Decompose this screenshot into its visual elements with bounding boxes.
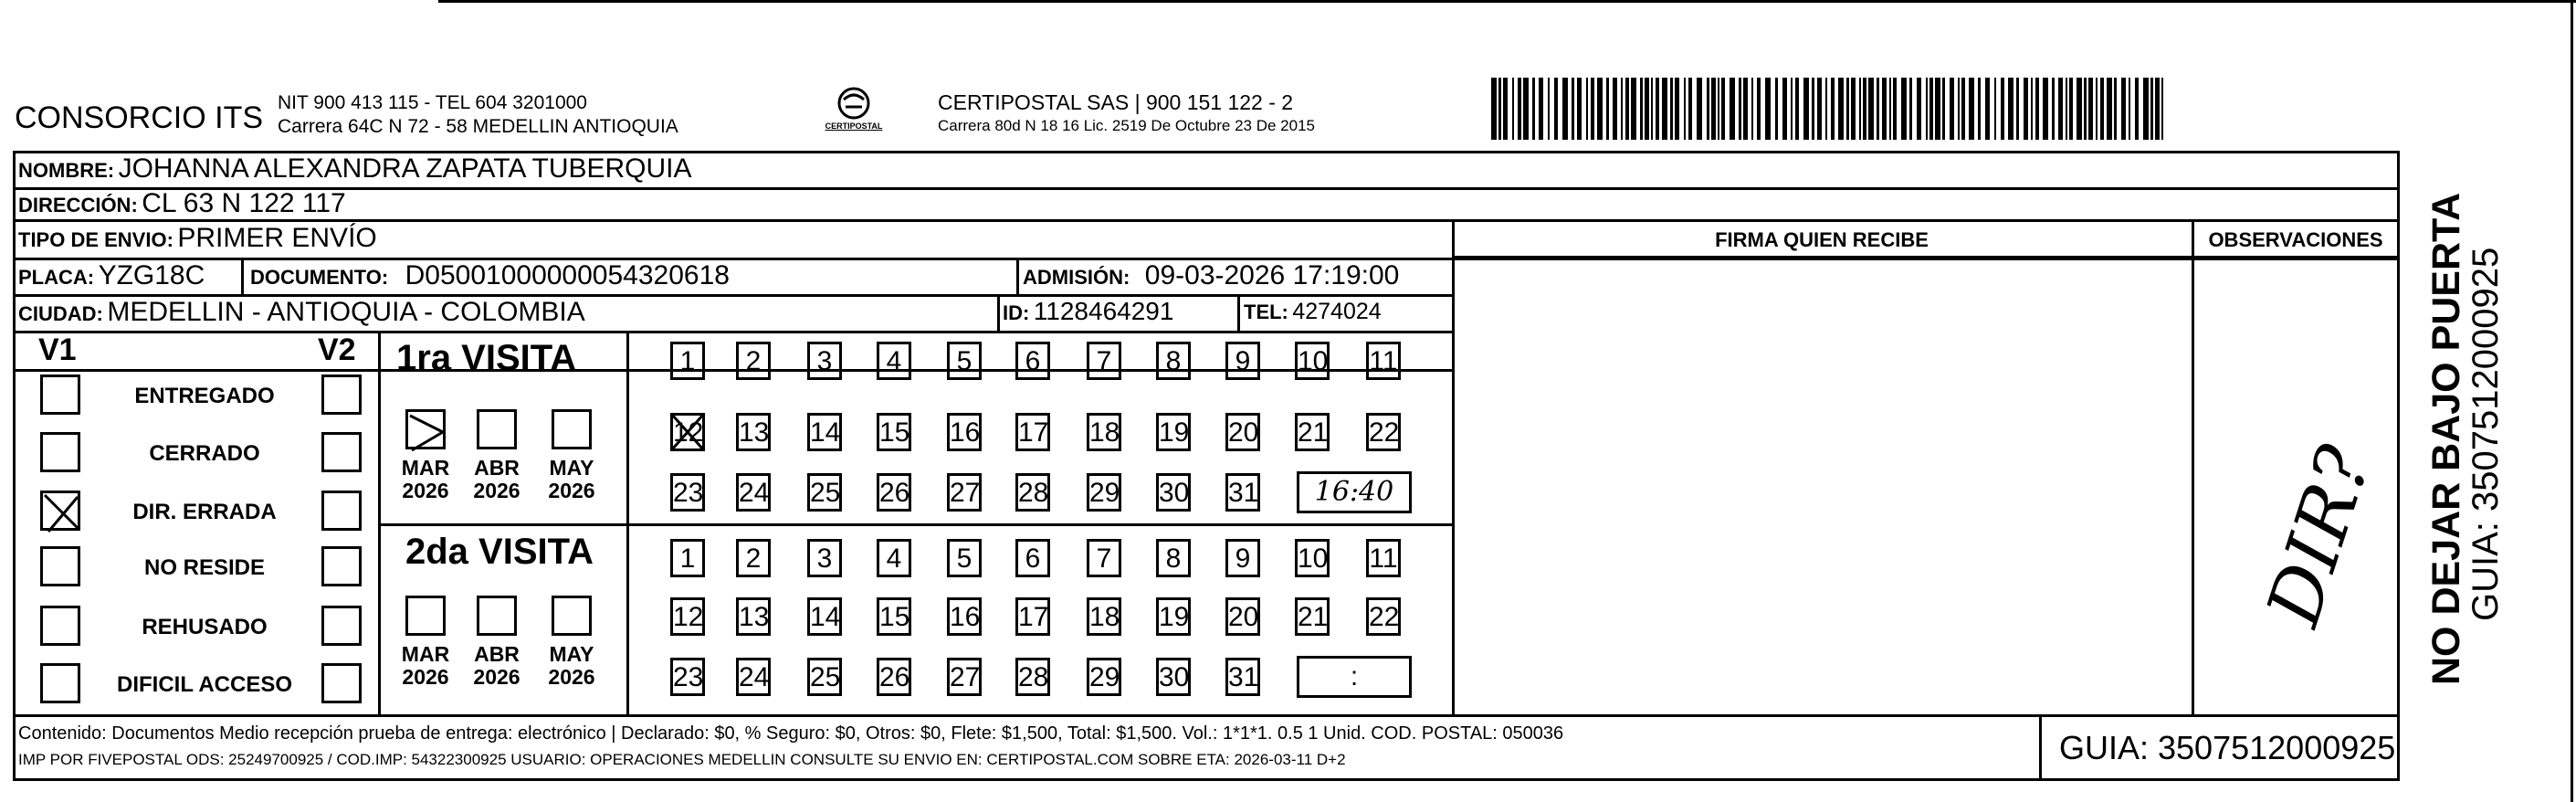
documento-field <box>250 260 730 291</box>
visit2-day-box[interactable]: 24 <box>736 658 771 696</box>
visit1-day-box[interactable]: 2 <box>736 342 771 380</box>
placa-divider <box>241 258 244 294</box>
footer-guia: GUIA: 3507512000925 <box>2059 729 2396 766</box>
visit2-month-checkbox[interactable] <box>405 596 446 636</box>
barcode-bar <box>1901 78 1907 140</box>
tipo-value: PRIMER ENVÍO <box>177 223 377 253</box>
visit2-day-box[interactable]: 28 <box>1015 658 1050 696</box>
barcode-bar <box>1961 78 1965 140</box>
tel-field <box>1244 299 1382 325</box>
barcode-bar <box>1859 78 1861 140</box>
direccion-value: CL 63 N 122 117 <box>142 188 346 218</box>
visit1-month-checkbox[interactable] <box>477 409 517 449</box>
tel-value: 4274024 <box>1292 299 1382 324</box>
visit2-day-box[interactable]: 6 <box>1015 539 1050 577</box>
tipo-row <box>18 223 377 254</box>
barcode-bar <box>2114 78 2117 140</box>
nombre-label: NOMBRE: <box>18 159 115 182</box>
visit2-day-box[interactable]: 22 <box>1366 597 1401 636</box>
visit2-day-box[interactable]: 13 <box>736 597 771 636</box>
barcode-bar <box>2035 78 2039 140</box>
visit1-day-box[interactable]: 30 <box>1156 473 1191 512</box>
barcode-bar <box>2052 78 2055 140</box>
footer-contenido: Contenido: Documentos Medio recepción prueba de entrega: electrónico | Declarado: $0, % Seguro: $0, Otros: $0, Flete: $1,500, Total: $1,500. Vol.: 1*1*1. 0.5 1 Unid. COD. POSTAL: 050036 <box>18 723 1564 744</box>
barcode-bar <box>2066 78 2067 140</box>
visit1-day-box[interactable]: 6 <box>1015 342 1050 380</box>
status-option-label: REHUSADO <box>142 615 268 639</box>
observation-handwriting: DIR? <box>2250 436 2388 636</box>
visit2-day-box[interactable]: 3 <box>807 539 842 577</box>
barcode-bar <box>1751 78 1753 140</box>
visit2-day-box[interactable]: 12 <box>670 597 705 636</box>
barcode-bar <box>2143 78 2149 140</box>
barcode-bar <box>2129 78 2130 140</box>
status-option-label: NO RESIDE <box>143 555 266 580</box>
status-option-label: DIFICIL ACCESO <box>116 672 292 697</box>
row-line-1 <box>13 187 2400 190</box>
v1-checkbox[interactable] <box>40 491 80 531</box>
status-option-label: DIR. ERRADA <box>132 500 277 524</box>
barcode-bar <box>1675 78 1679 140</box>
visit2-month-checkbox[interactable] <box>552 596 592 636</box>
barcode-bar <box>1882 78 1887 140</box>
visit1-day-box[interactable]: 12 <box>670 413 705 451</box>
tel-label: TEL: <box>1244 301 1288 323</box>
placa-label: PLACA: <box>18 266 95 289</box>
nombre-row <box>18 153 692 185</box>
company-name: CONSORCIO ITS <box>15 100 264 135</box>
visit1-month-label: ABR 2026 <box>473 456 520 502</box>
visit1-day-box[interactable]: 25 <box>807 473 842 512</box>
observaciones-header: OBSERVACIONES <box>2208 228 2383 251</box>
v2-checkbox[interactable] <box>321 491 362 531</box>
visit2-day-box[interactable]: 23 <box>670 658 705 696</box>
check-mark-icon <box>408 412 448 452</box>
placa-field <box>18 260 205 291</box>
visit2-title: 2da VISITA <box>405 532 594 572</box>
carrier-license: Carrera 80d N 18 16 Lic. 2519 De Octubre 23 De 2015 <box>938 117 1315 134</box>
visit1-day-box[interactable]: 8 <box>1156 342 1191 380</box>
visit2-day-box[interactable]: 8 <box>1156 539 1191 577</box>
v2-checkbox[interactable] <box>321 432 362 472</box>
barcode-bar <box>1651 78 1653 140</box>
barcode-bar <box>1929 78 1933 140</box>
barcode-bar <box>2016 78 2019 140</box>
visit2-day-box[interactable]: 2 <box>736 539 771 577</box>
footer-guia-divider <box>2039 714 2042 781</box>
barcode-bar <box>2107 78 2112 140</box>
barcode-bar <box>2135 78 2139 140</box>
barcode <box>1491 78 2167 140</box>
visit2-day-box[interactable]: 7 <box>1087 539 1121 577</box>
barcode-bar <box>2161 78 2163 140</box>
barcode-bar <box>1512 78 1514 140</box>
id-divider <box>997 294 1000 331</box>
visit1-day-box[interactable]: 11 <box>1366 342 1401 380</box>
barcode-bar <box>2058 78 2063 140</box>
barcode-bar <box>1851 78 1856 140</box>
visit2-day-box[interactable]: 16 <box>947 597 982 636</box>
barcode-bar <box>1825 78 1827 140</box>
barcode-bar <box>1795 78 1799 140</box>
barcode-bar <box>1577 78 1582 140</box>
visit1-day-box[interactable]: 31 <box>1225 473 1260 512</box>
visit1-day-box[interactable]: 17 <box>1015 413 1050 451</box>
company-nit: NIT 900 413 115 - TEL 604 3201000 <box>278 92 587 113</box>
barcode-bar <box>1812 78 1814 140</box>
side-warning: NO DEJAR BAJO PUERTA <box>2424 192 2468 685</box>
barcode-bar <box>1523 78 1529 140</box>
visit1-day-box[interactable]: 21 <box>1295 413 1330 451</box>
visit1-time-box[interactable]: 16:40 <box>1297 471 1412 513</box>
visit-divider <box>626 331 629 714</box>
row-line-2 <box>13 219 2400 222</box>
barcode-bar <box>1893 78 1897 140</box>
visit2-day-box[interactable]: 10 <box>1295 539 1330 577</box>
visit2-month-label: MAR 2026 <box>401 642 450 689</box>
barcode-bar <box>1548 78 1550 140</box>
visit1-day-box[interactable]: 15 <box>877 413 911 451</box>
v2-checkbox[interactable] <box>321 606 362 646</box>
check-mark-icon <box>43 493 83 533</box>
barcode-bar <box>2084 78 2087 140</box>
barcode-bar <box>1625 78 1629 140</box>
direccion-row <box>18 188 346 219</box>
barcode-bar <box>2043 78 2048 140</box>
certipostal-logo-icon <box>813 87 895 142</box>
visit2-day-box[interactable]: 27 <box>947 658 982 696</box>
visit1-month-label: MAR 2026 <box>401 456 450 502</box>
barcode-bar <box>1926 78 1928 140</box>
certipostal-logo <box>813 87 895 142</box>
barcode-bar <box>1803 78 1809 140</box>
barcode-bar <box>1831 78 1835 140</box>
barcode-bar <box>1688 78 1692 140</box>
admision-divider <box>1016 258 1019 294</box>
barcode-bar <box>1909 78 1912 140</box>
barcode-bar <box>1846 78 1849 140</box>
barcode-bar <box>1684 78 1686 140</box>
barcode-bar <box>1631 78 1636 140</box>
check-mark-icon <box>670 413 705 451</box>
direccion-label: DIRECCIÓN: <box>18 194 138 216</box>
barcode-bar <box>1739 78 1741 140</box>
company-address: Carrera 64C N 72 - 58 MEDELLIN ANTIOQUIA <box>278 116 678 137</box>
visit1-day-box[interactable]: 9 <box>1225 342 1260 380</box>
barcode-bar <box>1621 78 1623 140</box>
barcode-bar <box>1586 78 1588 140</box>
barcode-bar <box>1707 78 1709 140</box>
barcode-bar <box>1863 78 1866 140</box>
v2-label: V2 <box>318 332 356 367</box>
barcode-bar <box>1718 78 1719 140</box>
barcode-bar <box>1743 78 1748 140</box>
id-value: 1128464291 <box>1033 297 1174 325</box>
barcode-bar <box>1606 78 1609 140</box>
barcode-bar <box>1645 78 1649 140</box>
barcode-bar <box>2150 78 2153 140</box>
barcode-bar <box>1597 78 1603 140</box>
v1-label: V1 <box>38 332 77 367</box>
barcode-bar <box>1613 78 1617 140</box>
barcode-bar <box>1889 78 1891 140</box>
carrier-name: CERTIPOSTAL SAS | 900 151 122 - 2 <box>938 90 1294 114</box>
barcode-bar <box>1591 78 1594 140</box>
barcode-bar <box>1917 78 1921 140</box>
visit1-day-box[interactable]: 29 <box>1087 473 1121 512</box>
barcode-bar <box>1662 78 1667 140</box>
tel-divider <box>1237 294 1240 331</box>
logo-caption: CERTIPOSTAL <box>825 121 883 131</box>
id-field <box>1003 297 1173 326</box>
barcode-bar <box>1868 78 1874 140</box>
barcode-bar <box>1978 78 1981 140</box>
barcode-bar <box>2121 78 2126 140</box>
barcode-bar <box>1518 78 1521 140</box>
v1-checkbox[interactable] <box>40 606 80 646</box>
ciudad-field <box>18 297 585 328</box>
visit1-day-box[interactable]: 10 <box>1295 342 1330 380</box>
visit1-day-box[interactable]: 22 <box>1366 413 1401 451</box>
barcode-bar <box>1994 78 1996 140</box>
v2-checkbox[interactable] <box>321 375 362 415</box>
side-guia: GUIA: 3507512000925 <box>2466 247 2506 621</box>
visit1-day-box[interactable]: 28 <box>1015 473 1050 512</box>
admision-label: ADMISIÓN: <box>1023 266 1130 289</box>
v1-checkbox[interactable] <box>40 663 80 703</box>
visit1-day-box[interactable]: 23 <box>670 473 705 512</box>
visit2-day-box[interactable]: 30 <box>1156 658 1191 696</box>
firma-header: FIRMA QUIEN RECIBE <box>1715 228 1929 251</box>
barcode-bar <box>1791 78 1793 140</box>
visit1-day-box[interactable]: 19 <box>1156 413 1191 451</box>
visit1-day-box[interactable]: 20 <box>1225 413 1260 451</box>
barcode-bar <box>2008 78 2013 140</box>
visit1-day-box[interactable]: 13 <box>736 413 771 451</box>
barcode-bar <box>1562 78 1568 140</box>
v1-checkbox[interactable] <box>40 432 80 472</box>
visit2-day-box[interactable]: 14 <box>807 597 842 636</box>
barcode-bar <box>1782 78 1787 140</box>
barcode-bar <box>1775 78 1778 140</box>
barcode-bar <box>2031 78 2033 140</box>
visit1-day-box[interactable]: 27 <box>947 473 982 512</box>
col-line-firma <box>1452 219 1455 714</box>
visit1-day-box[interactable]: 5 <box>947 342 982 380</box>
v1-checkbox[interactable] <box>40 546 80 586</box>
tipo-label: TIPO DE ENVIO: <box>18 228 173 251</box>
barcode-bar <box>1969 78 1974 140</box>
visit2-day-box[interactable]: 11 <box>1366 539 1401 577</box>
visit2-day-box[interactable]: 31 <box>1225 658 1260 696</box>
visit1-month-label: MAY 2026 <box>548 456 595 502</box>
visit2-time-box[interactable]: : <box>1297 656 1412 698</box>
nombre-value: JOHANNA ALEXANDRA ZAPATA TUBERQUIA <box>118 153 692 184</box>
visit2-day-box[interactable]: 26 <box>877 658 911 696</box>
barcode-bar <box>1985 78 1990 140</box>
ciudad-label: CIUDAD: <box>18 302 103 325</box>
documento-value: D05001000000054320618 <box>405 260 730 290</box>
visit1-day-box[interactable]: 18 <box>1087 413 1121 451</box>
barcode-bar <box>1572 78 1574 140</box>
visit1-day-box[interactable]: 16 <box>947 413 982 451</box>
visit2-month-checkbox[interactable] <box>477 596 517 636</box>
barcode-bar <box>1950 78 1954 140</box>
barcode-bar <box>1958 78 1960 140</box>
barcode-bar <box>1640 78 1643 140</box>
visit2-day-box[interactable]: 1 <box>670 539 705 577</box>
barcode-bar <box>2096 78 2098 140</box>
visit2-day-box[interactable]: 17 <box>1015 597 1050 636</box>
visit2-month-label: MAY 2026 <box>548 642 595 689</box>
barcode-bar <box>1697 78 1702 140</box>
barcode-bar <box>1670 78 1673 140</box>
row-line-5 <box>13 331 1452 333</box>
v2-checkbox[interactable] <box>321 546 362 586</box>
barcode-bar <box>1757 78 1761 140</box>
visit2-day-box[interactable]: 9 <box>1225 539 1260 577</box>
v1-checkbox[interactable] <box>40 375 80 415</box>
barcode-bar <box>1503 78 1508 140</box>
barcode-bar <box>2155 78 2160 140</box>
barcode-bar <box>1817 78 1822 140</box>
visit2-day-box[interactable]: 20 <box>1225 597 1260 636</box>
barcode-bar <box>1656 78 1659 140</box>
visit1-day-box[interactable]: 24 <box>736 473 771 512</box>
barcode-bar <box>1838 78 1844 140</box>
obs-header-line <box>1452 256 2400 259</box>
col-line-obs <box>2192 219 2194 714</box>
visit2-day-box[interactable]: 29 <box>1087 658 1121 696</box>
v2-checkbox[interactable] <box>321 663 362 703</box>
visit2-day-box[interactable]: 19 <box>1156 597 1191 636</box>
barcode-bar <box>2088 78 2093 140</box>
barcode-bar <box>1730 78 1735 140</box>
barcode-bar <box>2077 78 2082 140</box>
admision-field <box>1023 260 1399 291</box>
right-edge-line <box>2571 0 2573 802</box>
visit2-day-box[interactable]: 4 <box>877 539 911 577</box>
visit-split-line <box>378 523 1452 526</box>
visit1-day-box[interactable]: 7 <box>1087 342 1121 380</box>
admision-value: 09-03-2026 17:19:00 <box>1144 260 1400 290</box>
barcode-bar <box>1942 78 1945 140</box>
visit1-month-checkbox[interactable] <box>405 409 446 449</box>
barcode-bar <box>1935 78 1940 140</box>
barcode-bar <box>1721 78 1725 140</box>
barcode-bar <box>1877 78 1879 140</box>
documento-label: DOCUMENTO: <box>250 266 389 289</box>
visit1-day-box[interactable]: 4 <box>877 342 911 380</box>
visit2-day-box[interactable]: 18 <box>1087 597 1121 636</box>
barcode-bar <box>2024 78 2028 140</box>
footer-imp: IMP POR FIVEPOSTAL ODS: 25249700925 / COD.IMP: 54322300925 USUARIO: OPERACIONES MEDELLIN CONSULTE SU ENVIO EN: CERTIPOSTAL.COM SOBRE ETA: 2026-03-11 D+2 <box>18 751 1346 768</box>
visit2-month-label: ABR 2026 <box>473 642 520 689</box>
barcode-bar <box>1554 78 1558 140</box>
visit1-day-box[interactable]: 14 <box>807 413 842 451</box>
barcode-bar <box>1765 78 1771 140</box>
visit1-month-checkbox[interactable] <box>552 409 592 449</box>
visit1-day-box[interactable]: 26 <box>877 473 911 512</box>
visit2-day-box[interactable]: 21 <box>1295 597 1330 636</box>
visit2-day-box[interactable]: 25 <box>807 658 842 696</box>
barcode-bar <box>2001 78 2004 140</box>
barcode-bar <box>2100 78 2104 140</box>
status-option-label: CERRADO <box>149 441 260 466</box>
status-divider <box>378 331 381 714</box>
barcode-bar <box>1491 78 1497 140</box>
ciudad-value: MEDELLIN - ANTIOQUIA - COLOMBIA <box>107 297 585 327</box>
placa-value: YZG18C <box>98 260 205 290</box>
visit1-day-box[interactable]: 3 <box>807 342 842 380</box>
barcode-bar <box>1711 78 1716 140</box>
visit2-day-box[interactable]: 5 <box>947 539 982 577</box>
visit1-day-box[interactable]: 1 <box>670 342 705 380</box>
top-edge-line <box>438 0 2576 3</box>
visit2-day-box[interactable]: 15 <box>877 597 911 636</box>
visit1-title: 1ra VISITA <box>396 338 577 378</box>
id-label: ID: <box>1003 301 1030 324</box>
status-option-label: ENTREGADO <box>134 384 275 408</box>
barcode-bar <box>1539 78 1543 140</box>
barcode-bar <box>1532 78 1535 140</box>
barcode-bar <box>1498 78 1501 140</box>
barcode-bar <box>2069 78 2073 140</box>
